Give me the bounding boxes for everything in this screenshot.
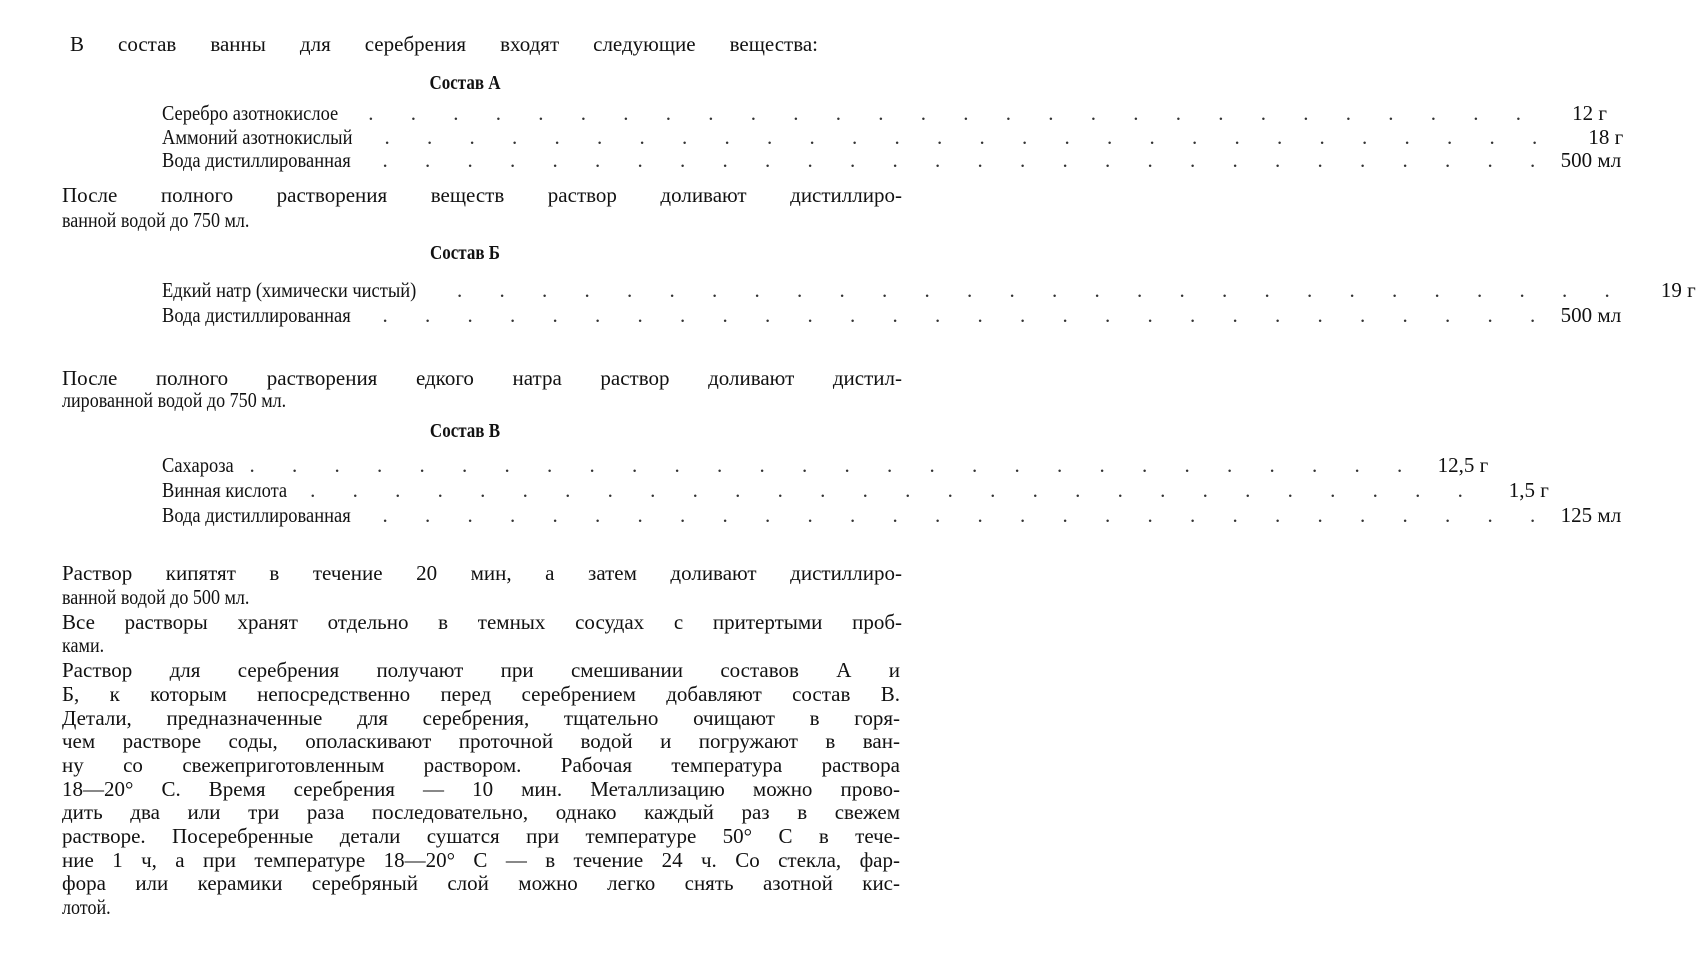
dot-leader: . . . . . . . . . . . . . . . . . . . . . . . . . . . . <box>249 453 1419 477</box>
dot-leader: . . . . . . . . . . . . . . . . . . . . . . . . . . . . <box>382 303 1552 327</box>
item-name: Вода дистиллированная <box>162 303 351 327</box>
composition-b-title: Состав Б <box>429 242 501 264</box>
composition-b-note-line: лированной водой до 750 мл. <box>62 388 287 412</box>
item-quantity: 18 г <box>1588 125 1624 149</box>
procedure-line: фора или керамики серебряный слой можно легко снять азотной кис- <box>62 871 900 895</box>
procedure-line: Раствор для серебрения получают при смешивании составов А и <box>62 658 900 682</box>
composition-a-title: Состав А <box>429 72 501 94</box>
procedure-line: растворе. Посеребренные детали сушатся при температуре 50° С в тече- <box>62 824 900 848</box>
procedure-line: лотой. <box>62 895 111 919</box>
storage-line: Все растворы хранят отдельно в темных сосудах с притертыми проб- <box>62 610 902 634</box>
composition-a-item <box>162 125 1624 149</box>
item-quantity: 1,5 г <box>1508 478 1549 502</box>
composition-a-note-line: После полного растворения веществ раствор доливают дистиллиро- <box>62 183 902 207</box>
item-quantity: 125 мл <box>1560 503 1622 527</box>
dot-leader: . . . . . . . . . . . . . . . . . . . . . . . . . . . . <box>368 101 1538 125</box>
dot-leader: . . . . . . . . . . . . . . . . . . . . . . . . . . . . <box>382 503 1552 527</box>
dot-leader: . . . . . . . . . . . . . . . . . . . . . . . . . . . . <box>310 478 1479 502</box>
composition-a-item <box>162 148 1622 172</box>
composition-c-item <box>162 478 1549 502</box>
dot-leader: . . . . . . . . . . . . . . . . . . . . . . . . . . . . <box>384 125 1554 149</box>
composition-c-item <box>162 503 1622 527</box>
composition-c-note-line: Раствор кипятят в течение 20 мин, а затем доливают дистиллиро- <box>62 561 902 585</box>
composition-a-note-line: ванной водой до 750 мл. <box>62 208 250 232</box>
item-name: Аммоний азотнокислый <box>162 125 353 149</box>
composition-b-item <box>162 278 1696 302</box>
procedure-line: ние 1 ч, а при температуре 18—20° С — в течение 24 ч. Со стекла, фар- <box>62 848 900 872</box>
composition-c-note-line: ванной водой до 500 мл. <box>62 585 250 609</box>
composition-c-item <box>162 453 1489 477</box>
procedure-line: дить два или три раза последовательно, однако каждый раз в свежем <box>62 800 900 824</box>
item-name: Вода дистиллированная <box>162 148 351 172</box>
item-quantity: 19 г <box>1660 278 1696 302</box>
procedure-line: чем растворе соды, ополаскивают проточной водой и погружают в ван- <box>62 729 900 753</box>
item-quantity: 12 г <box>1572 101 1608 125</box>
item-name: Винная кислота <box>162 478 288 502</box>
item-quantity: 12,5 г <box>1437 453 1489 477</box>
storage-line: ками. <box>62 633 105 657</box>
item-name: Сахароза <box>162 453 234 477</box>
composition-c-title: Состав В <box>429 420 501 442</box>
composition-b-item <box>162 303 1622 327</box>
item-name: Едкий натр (химически чистый) <box>162 278 417 302</box>
intro-text: В состав ванны для серебрения входят следующие вещества: <box>70 32 818 56</box>
procedure-line: 18—20° С. Время серебрения — 10 мин. Металлизацию можно прово- <box>62 777 900 801</box>
dot-leader: . . . . . . . . . . . . . . . . . . . . . . . . . . . . <box>382 148 1552 172</box>
procedure-line: ну со свежеприготовленным раствором. Рабочая температура раствора <box>62 753 900 777</box>
item-quantity: 500 мл <box>1560 148 1622 172</box>
item-quantity: 500 мл <box>1560 303 1622 327</box>
item-name: Серебро азотнокислое <box>162 101 339 125</box>
composition-b-note-line: После полного растворения едкого натра раствор доливают дистил- <box>62 366 902 390</box>
procedure-line: Б, к которым непосредственно перед серебрением добавляют состав В. <box>62 682 900 706</box>
procedure-line: Детали, предназначенные для серебрения, тщательно очищают в горя- <box>62 706 900 730</box>
item-name: Вода дистиллированная <box>162 503 351 527</box>
composition-a-item <box>162 101 1608 125</box>
dot-leader: . . . . . . . . . . . . . . . . . . . . . . . . . . . . <box>456 278 1626 302</box>
